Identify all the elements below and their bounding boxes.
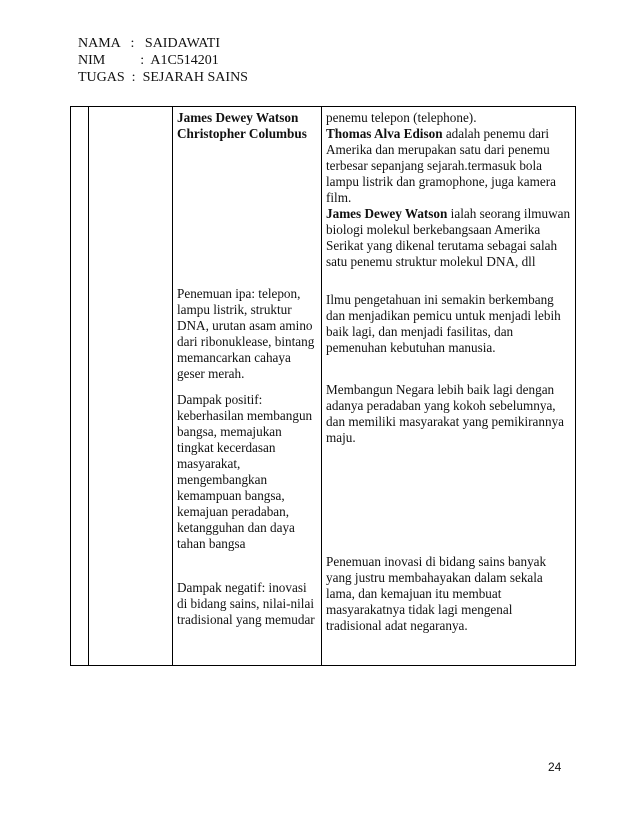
dampak-positif-text: Dampak positif: keberhasilan membangun bangsa, memajukan tingkat kecerdasan masyarakat, mengembangkan kemampuan bangsa, kemajuan peradaban, ketangguhan dan daya tahan bangsa — [177, 392, 313, 551]
header-tugas-row — [78, 69, 248, 86]
ilmu-pengetahuan-text: Ilmu pengetahuan ini semakin berkembang dan menjadikan pemicu untuk menjadi lebih baik lagi, dan menjadi fasilitas, dan pemenuhan kebutuhan manusia. — [326, 292, 561, 355]
watson-paragraph — [326, 206, 571, 270]
number-cell — [71, 107, 89, 666]
nim-value: A1C514201 — [150, 53, 219, 68]
edison-name: Thomas Alva Edison — [326, 126, 443, 141]
inventor-name-watson: James Dewey Watson — [177, 110, 299, 125]
table-row — [71, 107, 576, 666]
nama-label: NAMA — [78, 36, 121, 51]
header-nama-row — [78, 35, 248, 52]
nama-sep: : — [130, 36, 135, 51]
name-cell — [89, 107, 173, 666]
nim-label: NIM — [78, 53, 106, 68]
tugas-label: TUGAS — [78, 70, 125, 85]
membangun-negara-text: Membangun Negara lebih baik lagi dengan adanya peradaban yang kokoh sebelumnya, dan memiliki masyarakat yang pemikirannya maju. — [326, 382, 565, 445]
penemuan-ipa-text: Penemuan ipa: telepon, lampu listrik, struktur DNA, urutan asam amino dari ribonuklease, bintang memancarkan cahaya geser merah. — [177, 286, 315, 381]
watson-text: ialah seorang ilmuwan biologi molekul berkebangsaan Amerika Serikat yang dikenal terutama sebagai salah satu penemu struktur molekul DNA, dll — [326, 206, 571, 269]
edison-text: adalah penemu dari Amerika dan merupakan satu dari penemu terbesar sepanjang sejarah.termasuk bola lampu listrik dan gramophone, juga kamera film. — [326, 126, 556, 205]
tugas-value: SEJARAH SAINS — [142, 70, 248, 85]
nama-value: SAIDAWATI — [144, 36, 220, 51]
student-header — [78, 35, 248, 86]
page-number: 24 — [548, 760, 562, 774]
history-table — [70, 106, 576, 666]
watson-name: James Dewey Watson — [326, 206, 448, 221]
dampak-negatif-text: Dampak negatif: inovasi di bidang sains, nilai-nilai tradisional yang memudar — [177, 580, 315, 627]
nim-sep: : — [140, 53, 145, 68]
header-nim-row — [78, 52, 248, 69]
inovasi-text: Penemuan inovasi di bidang sains banyak yang justru membahayakan dalam sekala lama, dan kemajuan itu membuat masyarakatnya tidak lagi mengenal tradisional adat negaranya. — [326, 554, 547, 633]
inventor-name-columbus: Christopher Columbus — [177, 126, 307, 141]
telepon-text: penemu telepon (telephone). — [326, 110, 477, 125]
tugas-sep: : — [131, 70, 136, 85]
edison-paragraph — [326, 126, 571, 206]
description-cell — [322, 107, 576, 666]
discovery-cell — [173, 107, 322, 666]
